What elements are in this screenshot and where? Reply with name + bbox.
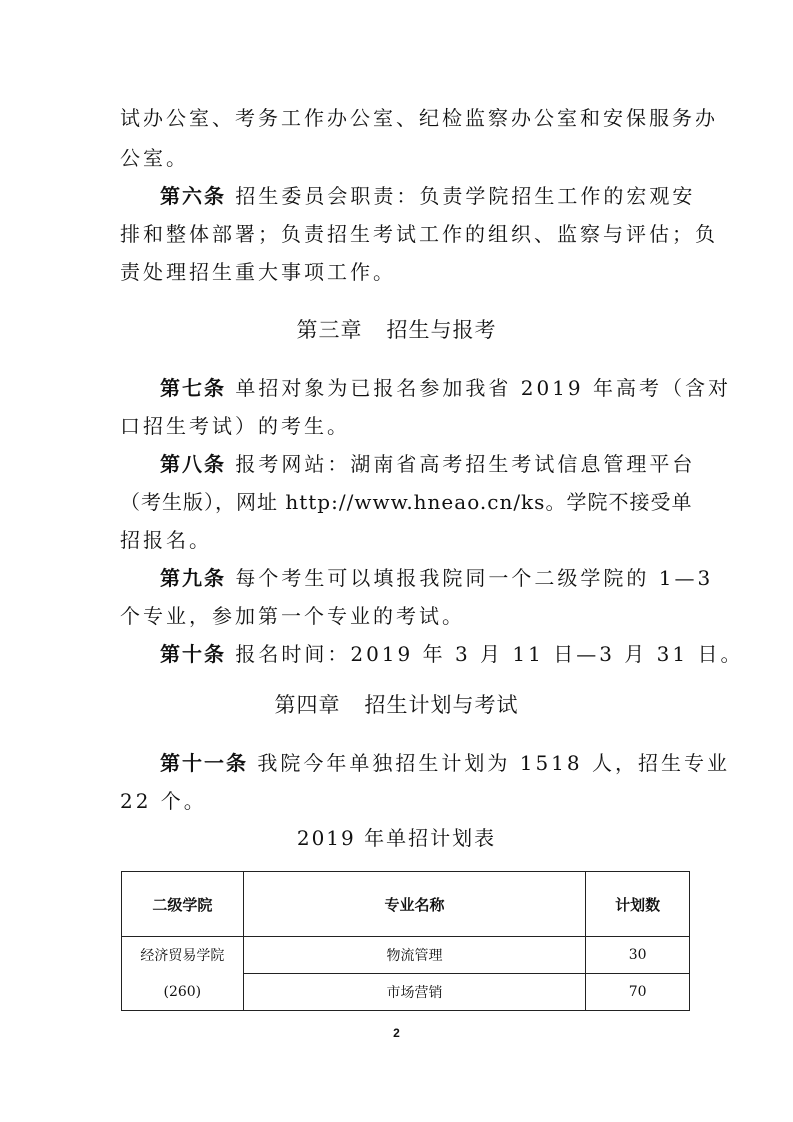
chapter-heading <box>0 691 793 719</box>
page-number: 2 <box>393 1026 400 1040</box>
enrollment-plan-table <box>121 871 690 1011</box>
article-text: 每个考生可以填报我院同一个二级学院的 1—3 <box>235 566 714 590</box>
chapter-number: 第四章 <box>274 693 341 717</box>
college-name: 经济贸易学院 <box>140 947 225 964</box>
paragraph-line: 招报名。 <box>120 528 212 552</box>
article-8 <box>160 450 720 478</box>
article-text: 单招对象为已报名参加我省 2019 年高考（含对 <box>235 376 731 400</box>
paragraph-line: （考生版），网址 http://www.hneao.cn/ks。学院不接受单 <box>120 490 693 514</box>
article-heading: 第六条 <box>160 184 226 208</box>
paragraph-line: 排和整体部署；负责招生考试工作的组织、监察与评估；负 <box>120 222 718 246</box>
article-text: 我院今年单独招生计划为 1518 人，招生专业 <box>257 751 730 775</box>
table-header-row <box>122 872 690 937</box>
chapter-heading <box>0 316 793 344</box>
paragraph-line: 口招生考试）的考生。 <box>120 414 350 438</box>
article-7 <box>160 374 731 402</box>
count-cell: 30 <box>586 937 690 974</box>
article-9 <box>160 564 720 592</box>
major-cell: 市场营销 <box>243 974 586 1011</box>
paragraph-line: 个专业，参加第一个专业的考试。 <box>120 604 465 628</box>
column-header-major: 专业名称 <box>243 872 586 937</box>
article-text: 报考网站：湖南省高考招生考试信息管理平台 <box>235 452 696 476</box>
chapter-number: 第三章 <box>296 318 363 342</box>
paragraph-line: 22 个。 <box>120 789 207 813</box>
article-6 <box>160 182 720 210</box>
article-heading: 第八条 <box>160 452 226 476</box>
chapter-title: 招生计划与考试 <box>364 693 519 717</box>
major-cell: 物流管理 <box>243 937 586 974</box>
paragraph-line: 责处理招生重大事项工作。 <box>120 260 396 284</box>
paragraph-line: 试办公室、考务工作办公室、纪检监察办公室和安保服务办 <box>120 106 718 130</box>
college-total: (260) <box>163 983 202 1000</box>
article-heading: 第九条 <box>160 566 226 590</box>
column-header-count: 计划数 <box>586 872 690 937</box>
paragraph-line: 公室。 <box>120 146 189 170</box>
college-cell <box>122 937 244 1011</box>
article-heading: 第十一条 <box>160 751 248 775</box>
article-text: 报名时间：2019 年 3 月 11 日—3 月 31 日。 <box>235 642 744 666</box>
article-heading: 第七条 <box>160 376 226 400</box>
article-11 <box>160 749 730 777</box>
column-header-college: 二级学院 <box>122 872 244 937</box>
table-caption: 2019 年单招计划表 <box>296 826 497 850</box>
article-10 <box>160 640 744 668</box>
article-heading: 第十条 <box>160 642 226 666</box>
table-row <box>122 937 690 974</box>
count-cell: 70 <box>586 974 690 1011</box>
article-text: 招生委员会职责：负责学院招生工作的宏观安 <box>235 184 696 208</box>
chapter-title: 招生与报考 <box>386 318 497 342</box>
